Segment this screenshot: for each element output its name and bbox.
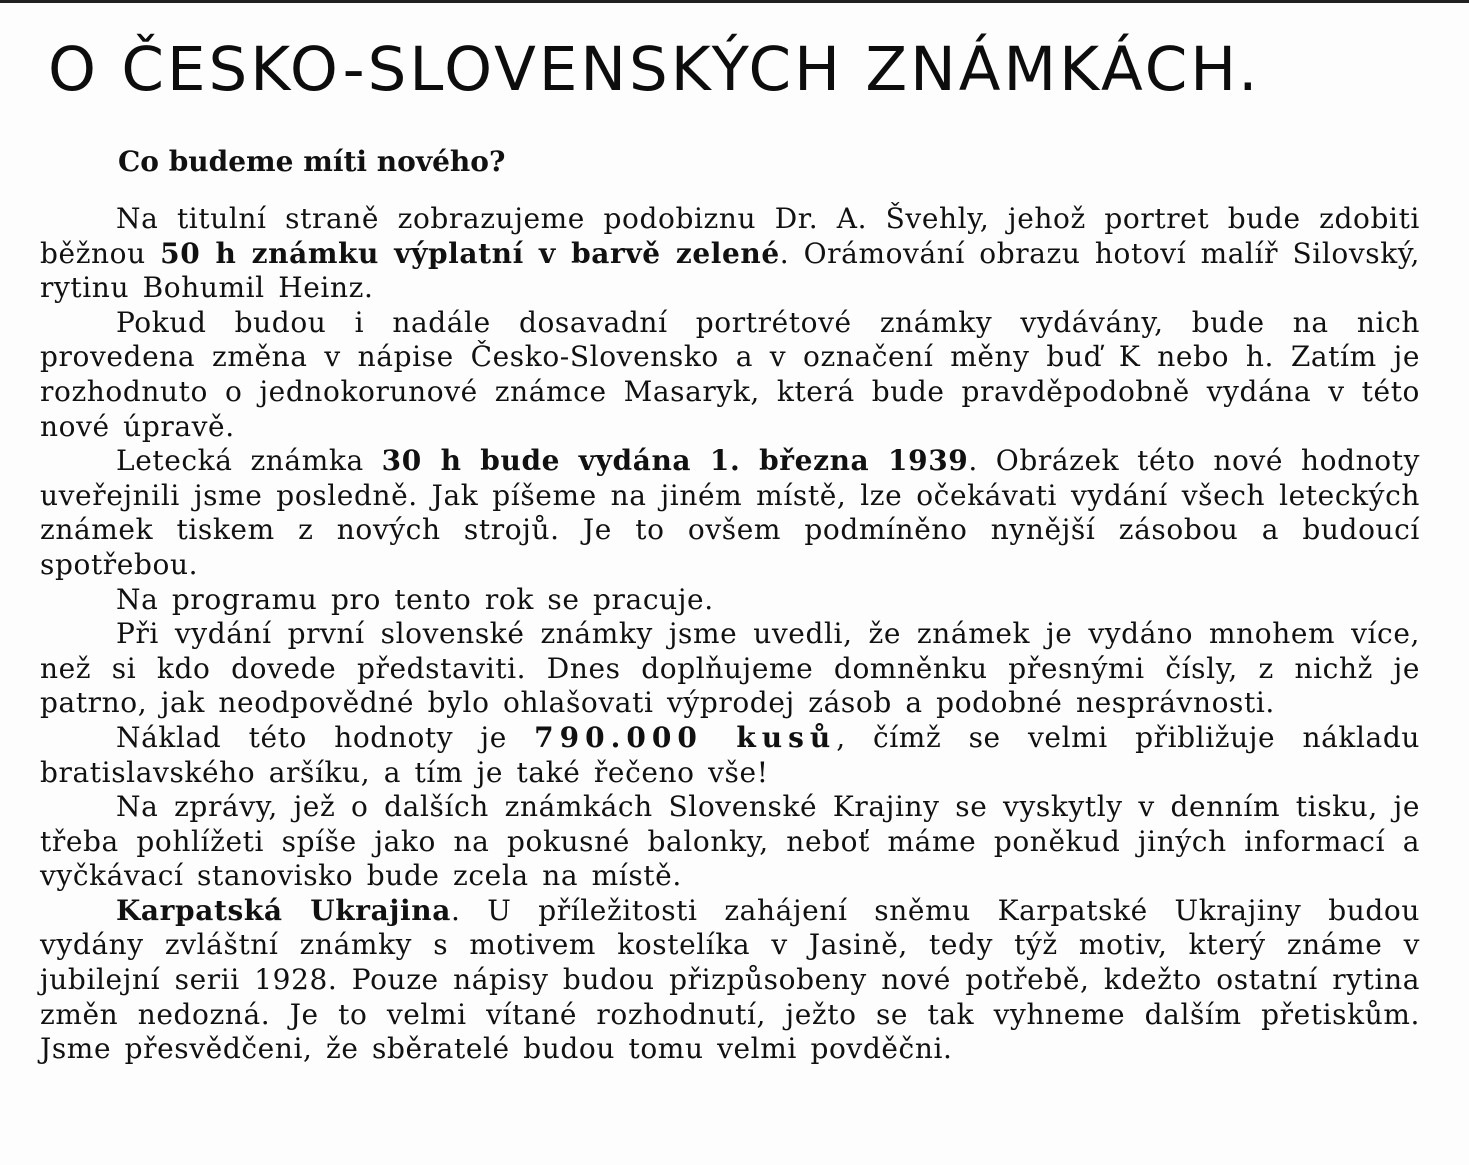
paragraph-carpathian-ukraine	[40, 894, 1420, 1067]
page-title: O ČESKO-SLOVENSKÝCH ZNÁMKÁCH.	[48, 34, 1261, 105]
top-rule	[0, 0, 1469, 3]
paragraph-text: Na titulní straně zobrazujeme podobiznu Dr. A. Švehly, jehož portret bude zdobiti běžnou	[40, 202, 1420, 270]
paragraph-program: Na programu pro tento rok se pracuje.	[116, 582, 714, 616]
paragraph-text: . Orámování obrazu hotoví malíř Silovský, rytinu Bohumil Heinz.	[40, 236, 1420, 305]
emphasis-stamp-value: 50 h známku výplatní v barvě zelené	[160, 236, 780, 270]
paragraph-text: Letecká známka	[116, 444, 382, 478]
paragraph-text: , čímž se velmi přibližuje nákladu bratislavského aršíku, a tím je také řečeno vše!	[40, 720, 1420, 789]
article-body	[40, 202, 1420, 1067]
emphasis-region: Karpatská Ukrajina	[116, 893, 451, 927]
paragraph-slovak-stamp: Při vydání první slovenské známky jsme uvedli, že známek je vydáno mnohem více, než si kdo dovede představiti. Dnes doplňujeme domněnku přesnými čísly, z nichž je patrno, jak neodpovědné bylo ohlašovati výprodej zásob a podobné nesprávnosti.	[40, 617, 1420, 720]
paragraph-text: Náklad této hodnoty je	[116, 720, 535, 754]
paragraph-text: . Obrázek této nové hodnoty uveřejnili jsme posledně. Jak píšeme na jiném místě, lze očekávati vydání všech leteckých známek tiskem z nových strojů. Je to ovšem podmíněno nynější zásobou a budoucí spotřebou.	[40, 444, 1420, 581]
paragraph-text: . U příležitosti zahájení sněmu Karpatské Ukrajiny budou vydány zvláštní známky s motivem kostelíka v Jasině, tedy týž motiv, který známe v jubilejní serii 1928. Pouze nápisy budou přizpůsobeny nové potřebě, kdežto ostatní rytina změn nedozná. Je to velmi vítané rozhodnutí, ježto se tak vyhneme dalším přetiskům. Jsme přesvědčeni, že sběratelé budou tomu velmi povděčni.	[40, 893, 1420, 1066]
paragraph-airmail	[40, 444, 1420, 582]
paragraph-portrait-stamps: Pokud budou i nadále dosavadní portrétové známky vydávány, bude na nich provedena změna v nápise Česko-Slovensko a v označení měny buď K nebo h. Zatím je rozhodnuto o jednokorunové známce Masaryk, která bude pravděpodobně vydána v této nové úpravě.	[40, 305, 1420, 443]
paragraph-print-run	[40, 721, 1420, 790]
paragraph-portrait	[40, 202, 1420, 306]
emphasis-airmail-date: 30 h bude vydána 1. března 1939	[381, 444, 969, 478]
section-heading: Co budeme míti nového?	[118, 145, 506, 178]
emphasis-print-run: 790.000 kusů	[534, 720, 837, 754]
paragraph-rumours: Na zprávy, jež o dalších známkách Slovenské Krajiny se vyskytly v denním tisku, je třeba pohlížeti spíše jako na pokusné balonky, neboť máme poněkud jiných informací a vyčkávací stanovisko bude zcela na místě.	[40, 790, 1420, 893]
